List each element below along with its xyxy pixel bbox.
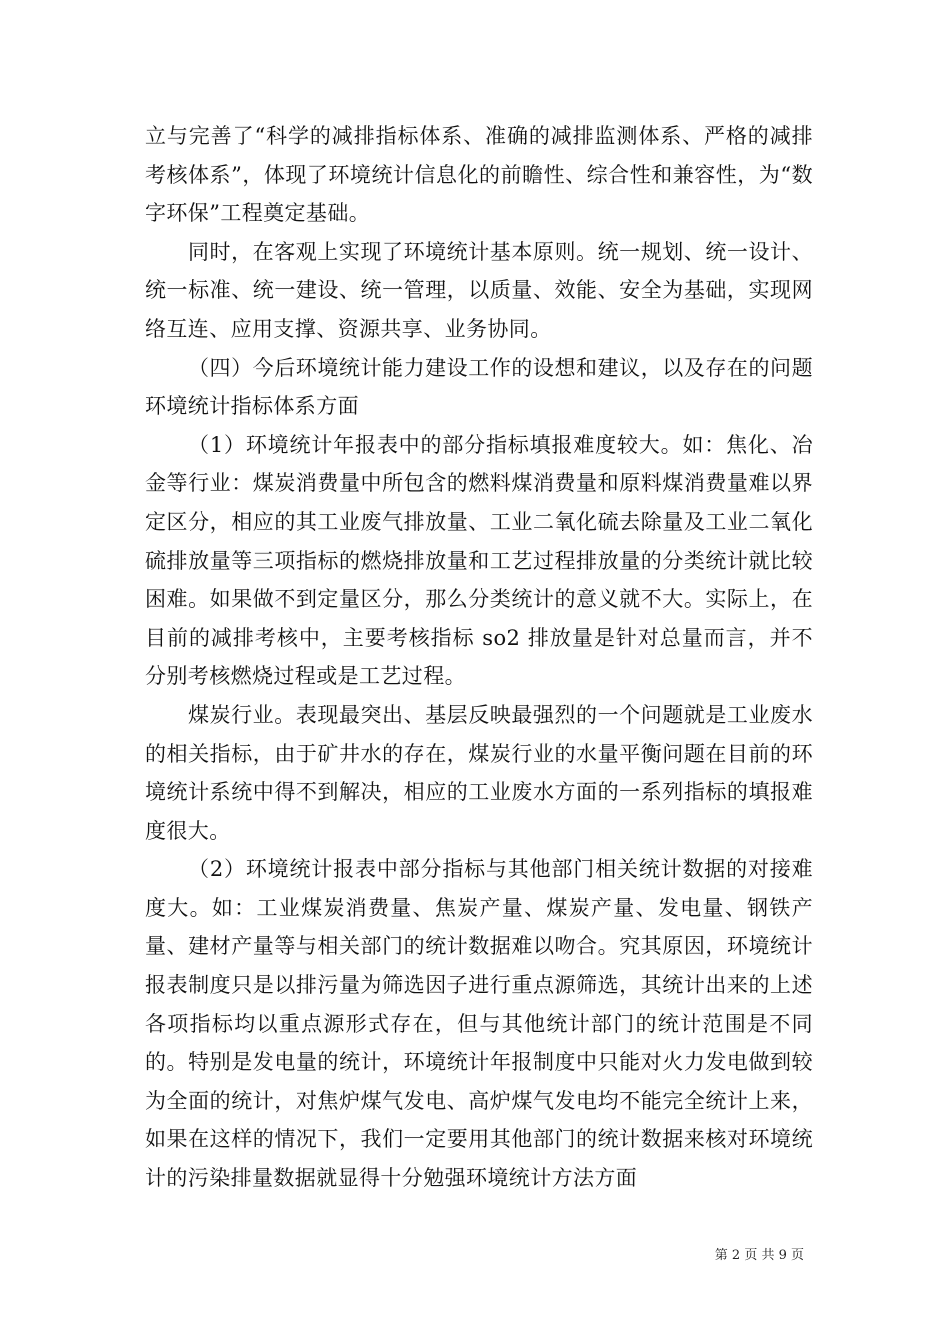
paragraph-item-1: （1）环境统计年报表中的部分指标填报难度较大。如：焦化、冶金等行业：煤炭消费量中所包含的燃料煤消费量和原料煤消费量难以界定区分，相应的其工业废气排放量、工业二氧化硫去除量及工业二氧化硫排放量等三项指标的燃烧排放量和工艺过程排放量的分类统计就比较困难。如果做不到定量区分，那么分类统计的意义就不大。实际上，在目前的减排考核中，主要考核指标 so2 排放量是针对总量而言，并不分别考核燃烧过程或是工艺过程。 (145, 432, 813, 689)
paragraph-principles: 同时，在客观上实现了环境统计基本原则。统一规划、统一设计、统一标准、统一建设、统一管理，以质量、效能、安全为基础，实现网络互连、应用支撑、资源共享、业务协同。 (145, 239, 813, 341)
page-number-footer (715, 1248, 804, 1264)
paragraph-item-2: （2）环境统计报表中部分指标与其他部门相关统计数据的对接难度大。如：工业煤炭消费量、焦炭产量、煤炭产量、发电量、钢铁产量、建材产量等与相关部门的统计数据难以吻合。究其原因，环境统计报表制度只是以排污量为筛选因子进行重点源筛选，其统计出来的上述各项指标均以重点源形式存在，但与其他统计部门的统计范围是不同的。特别是发电量的统计，环境统计年报制度中只能对火力发电做到较为全面的统计，对焦炉煤气发电、高炉煤气发电均不能完全统计上来，如果在这样的情况下，我们一定要用其他部门的统计数据来核对环境统计的污染排量数据就显得十分勉强环境统计方法方面 (145, 857, 813, 1191)
page-number-label: 第 2 页 共 9 页 (714, 1248, 804, 1263)
document-body (145, 117, 813, 1198)
paragraph-continuation: 立与完善了“科学的减排指标体系、准确的减排监测体系、严格的减排考核体系”，体现了环境统计信息化的前瞻性、综合性和兼容性，为“数字环保”工程奠定基础。 (145, 124, 813, 226)
paragraph-coal-industry: 煤炭行业。表现最突出、基层反映最强烈的一个问题就是工业废水的相关指标，由于矿井水的存在，煤炭行业的水量平衡问题在目前的环境统计系统中得不到解决，相应的工业废水方面的一系列指标的填报难度很大。 (145, 702, 813, 843)
section-heading-4: （四）今后环境统计能力建设工作的设想和建议，以及存在的问题环境统计指标体系方面 (145, 355, 813, 419)
